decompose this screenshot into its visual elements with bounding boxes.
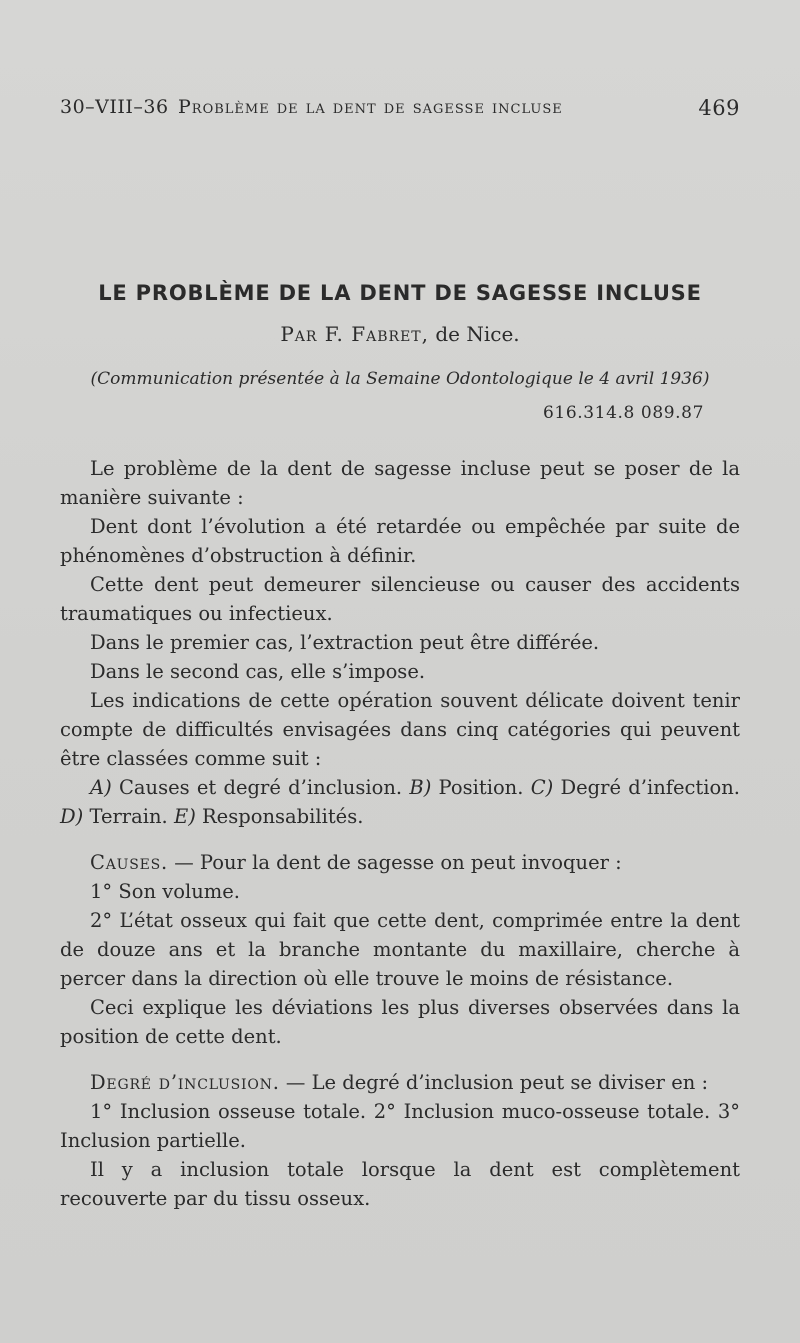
paragraph-second-case: Dans le second cas, elle s’impose. <box>90 660 426 683</box>
inclusion-heading: Degré d’inclusion. <box>90 1071 280 1094</box>
category-a-letter: A) <box>90 776 112 799</box>
author-name: Par F. Fabret, <box>280 322 430 346</box>
category-b-text: Position. <box>431 776 531 799</box>
classification-code: 616.314.8 089.87 <box>542 403 704 423</box>
causes-item-2: 2° L’état osseux qui fait que cette dent, comprimée entre la dent de douze ans et la branche montante du maxillaire, cherche à percer dans la direction où elle trouve le moins de résistance. <box>60 909 740 990</box>
paragraph-symptoms: Cette dent peut demeurer silencieuse ou causer des accidents traumatiques ou infectieux. <box>60 573 740 625</box>
inclusion-items: 1° Inclusion osseuse totale. 2° Inclusion muco-osseuse totale. 3° Inclusion partielle. <box>60 1100 740 1152</box>
causes-note: Ceci explique les déviations les plus diverses observées dans la position de cette dent. <box>60 996 740 1048</box>
page-number: 469 <box>698 96 740 120</box>
header-date: 30–VIII–36 <box>60 96 169 118</box>
category-c-text: Degré d’infection. <box>553 776 740 799</box>
causes-intro: — Pour la dent de sagesse on peut invoquer : <box>168 851 622 874</box>
category-c-letter: C) <box>530 776 554 799</box>
paragraph-categories <box>60 773 740 831</box>
category-e-letter: E) <box>173 805 196 828</box>
header-running-title: Problème de la dent de sagesse incluse <box>178 96 563 118</box>
article-author <box>0 322 800 346</box>
category-d-text: Terrain. <box>83 805 174 828</box>
author-place: de Nice. <box>429 322 520 346</box>
causes-heading: Causes. <box>90 851 169 874</box>
paragraph-intro: Le problème de la dent de sagesse incluse peut se poser de la manière suivante : <box>60 457 740 509</box>
category-d-letter: D) <box>60 805 84 828</box>
category-a-text: Causes et degré d’inclusion. <box>111 776 410 799</box>
paragraph-causes <box>60 848 740 877</box>
category-e-text: Responsabilités. <box>195 805 364 828</box>
category-b-letter: B) <box>409 776 432 799</box>
paragraph-inclusion <box>60 1068 740 1097</box>
causes-item-1: 1° Son volume. <box>90 880 240 903</box>
inclusion-definition: Il y a inclusion totale lorsque la dent est complètement recouverte par du tissu osseux. <box>60 1158 740 1210</box>
article-body <box>60 454 740 1213</box>
paragraph-first-case: Dans le premier cas, l’extraction peut être différée. <box>90 631 600 654</box>
inclusion-intro: — Le degré d’inclusion peut se diviser en : <box>279 1071 709 1094</box>
article-title: LE PROBLÈME DE LA DENT DE SAGESSE INCLUSE <box>98 281 702 305</box>
paragraph-indications: Les indications de cette opération souvent délicate doivent tenir compte de difficultés envisagées dans cinq catégories qui peuvent être classées comme suit : <box>60 689 740 770</box>
paragraph-definition: Dent dont l’évolution a été retardée ou empêchée par suite de phénomènes d’obstruction à définir. <box>60 515 740 567</box>
communication-note: (Communication présentée à la Semaine Odontologique le 4 avril 1936) <box>90 369 710 389</box>
